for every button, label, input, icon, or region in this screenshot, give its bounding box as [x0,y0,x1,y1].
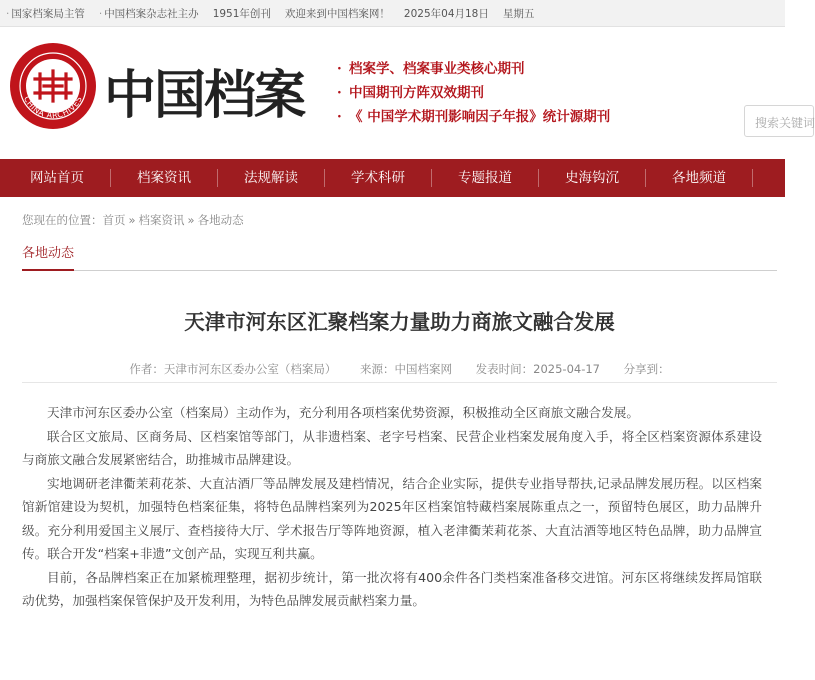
section-header [22,241,777,271]
site-header [0,27,815,159]
seal-text: CHINA ARCHIVES [21,94,84,121]
slogan-row: · 档案学、档案事业类核心期刊 [337,61,525,77]
article-date: 发表时间：2025-04-17 [475,362,600,376]
topbar-item: 欢迎来到中国档案网！ [284,7,390,20]
main-nav [0,159,785,197]
breadcrumb-separator: » [128,213,136,227]
article-title: 天津市河东区汇聚档案力量助力商旅文融合发展 [184,310,615,334]
topbar-weekday: 星期五 [502,7,535,20]
breadcrumb-prefix: 您现在的位置： [22,213,103,227]
article-author: 作者：天津市河东区委办公室（档案局） [129,362,337,376]
nav-item-home[interactable]: 网站首页 [30,170,84,186]
china-archives-seal-logo[interactable] [8,41,98,131]
topbar-item: · 国家档案局主管 [6,7,85,20]
breadcrumb-link-regional[interactable]: 各地动态 [197,213,244,227]
article-paragraph: 目前，各品牌档案正在加紧梳理整理，据初步统计，第一批次将有400余件各门类档案准备移交进馆。河东区将继续发挥局馆联动优势，加强档案保管保护及开发利用，为特色品牌发展贡献档案力量。 [22,569,762,608]
journal-slogans [337,57,717,129]
article-body [22,401,762,613]
slogan-row: · 中国期刊方阵双效期刊 [337,85,484,101]
nav-item-special-reports[interactable]: 专题报道 [458,170,512,186]
section-tab-regional[interactable]: 各地动态 [22,242,74,271]
china-archives-logo-wordmark[interactable] [102,63,322,125]
breadcrumb [22,212,777,228]
nav-item-academic[interactable]: 学术科研 [351,170,405,186]
nav-item-regulations[interactable]: 法规解读 [244,170,298,186]
search-input[interactable]: 搜索关键词 [744,105,814,137]
breadcrumb-link-home[interactable]: 首页 [102,213,126,227]
nav-item-history[interactable]: 史海钩沉 [565,170,619,186]
top-utility-bar [0,0,785,27]
article-source: 来源：中国档案网 [360,362,452,376]
article-paragraph: 实地调研老津衢茉莉花茶、大直沽酒厂等品牌发展及建档情况，结合企业实际，提供专业指导帮扶,记录品牌发展历程。以区档案馆新馆建设为契机，加强特色档案征集，将特色品牌档案列为2025年区档案馆特藏档案展陈重点之一，预留特色展区，助力品牌升级。充分利用爱国主义展厅、查档接待大厅、学术报告厅等阵地资源，植入老津衢茉莉花茶、大直沽酒等地区特色品牌，助力品牌宣传。联合开发“档案+非遗”文创产品，实现互利共赢。 [22,475,762,561]
article-paragraph: 天津市河东区委办公室（档案局）主动作为，充分利用各项档案优势资源，积极推动全区商旅文融合发展。 [47,405,639,420]
logo-text: 中国档案 [104,65,305,126]
breadcrumb-link-archive-news[interactable]: 档案资讯 [138,213,185,227]
topbar-item: 1951年创刊 [212,7,271,20]
main-content [22,198,777,613]
nav-divider [752,169,753,187]
article-paragraph: 联合区文旅局、区商务局、区档案馆等部门，从非遗档案、老字号档案、民营企业档案发展角度入手，将全区档案资源体系建设与商旅文融合发展紧密结合，助推城市品牌建设。 [22,428,762,467]
breadcrumb-separator: » [187,213,195,227]
slogan-row: · 《 中国学术期刊影响因子年报》统计源期刊 [337,109,611,125]
article-meta [22,361,777,383]
share-to-label[interactable]: 分享到： [623,362,670,376]
nav-item-regional[interactable]: 各地频道 [672,170,726,186]
topbar-date: 2025年04月18日 [403,7,489,20]
topbar-item: · 中国档案杂志社主办 [98,7,199,20]
nav-item-archive-news[interactable]: 档案资讯 [137,170,191,186]
